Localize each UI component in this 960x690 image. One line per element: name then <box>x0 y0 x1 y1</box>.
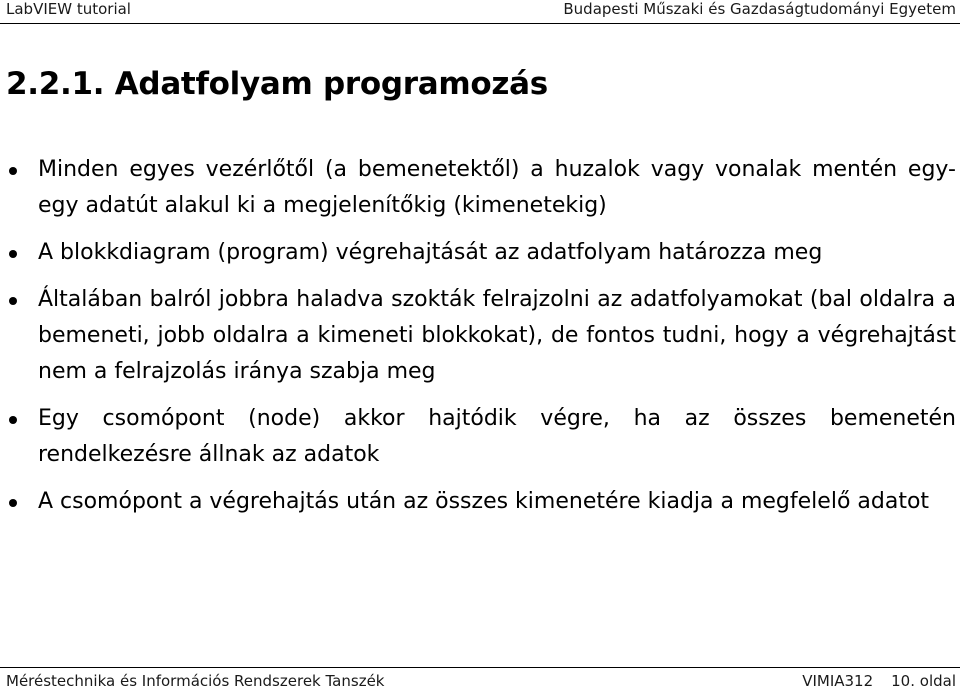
bullet-item <box>0 282 960 390</box>
section-title: 2.2.1. Adatfolyam programozás <box>6 66 548 102</box>
page-footer <box>6 672 956 690</box>
bullet-dot-icon <box>9 416 17 424</box>
bullet-dot-icon <box>9 499 17 507</box>
footer-right <box>802 672 956 690</box>
header-university: Budapesti Műszaki és Gazdaságtudományi Egyetem <box>563 0 956 18</box>
bullet-dot-icon <box>9 297 17 305</box>
bullet-text: A blokkdiagram (program) végrehajtását az adatfolyam határozza meg <box>38 240 823 265</box>
footer-course-code: VIMIA312 <box>802 672 874 690</box>
bullet-item <box>0 235 960 271</box>
bullet-dot-icon <box>9 250 17 258</box>
footer-divider <box>0 667 960 668</box>
header-divider <box>0 23 960 24</box>
bullet-item <box>0 152 960 224</box>
footer-department: Méréstechnika és Információs Rendszerek Tanszék <box>6 672 385 690</box>
bullet-list <box>0 152 960 531</box>
bullet-item <box>0 401 960 473</box>
bullet-text: Minden egyes vezérlőtől (a bemenetektől) a huzalok vagy vonalak mentén egy-egy adatút alakul ki a megjelenítőkig (kimenetekig) <box>38 157 956 218</box>
header-course-title: LabVIEW tutorial <box>6 0 131 18</box>
page-header <box>6 0 956 20</box>
bullet-text: A csomópont a végrehajtás után az összes kimenetére kiadja a megfelelő adatot <box>38 489 930 514</box>
bullet-dot-icon <box>9 167 17 175</box>
bullet-text: Egy csomópont (node) akkor hajtódik végre, ha az összes bemenetén rendelkezésre állnak az adatok <box>38 406 956 467</box>
bullet-item <box>0 484 960 520</box>
bullet-text: Általában balról jobbra haladva szokták felrajzolni az adatfolyamokat (bal oldalra a bemeneti, jobb oldalra a kimeneti blokkokat), de fontos tudni, hogy a végrehajtást nem a felrajzolás iránya szabja meg <box>38 287 956 384</box>
footer-page-number: 10. oldal <box>891 672 956 690</box>
